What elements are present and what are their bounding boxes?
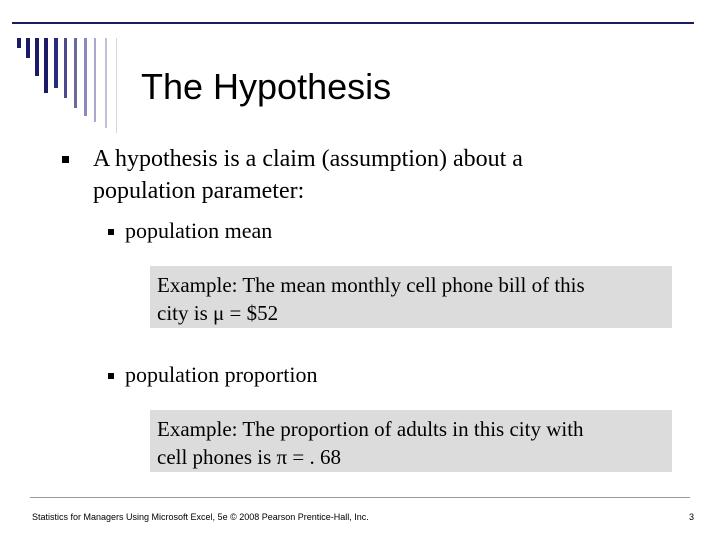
decorative-bar [105, 38, 107, 128]
decorative-bar [94, 38, 96, 122]
footer-rule [30, 497, 690, 498]
bullet-square-icon [108, 229, 114, 235]
decorative-bar [35, 38, 39, 76]
bullet-square-icon [62, 156, 69, 163]
decorative-bar [74, 38, 77, 108]
decorative-bar [116, 38, 117, 133]
decorative-bars [17, 38, 127, 133]
main-bullet-line-2: population parameter: [93, 178, 305, 204]
bullet-square-icon [108, 373, 114, 379]
example-proportion-line-2: cell phones is π = . 68 [157, 445, 342, 469]
decorative-bar [84, 38, 87, 116]
decorative-bar [54, 38, 58, 88]
example-mean-line-2: city is μ = $52 [157, 301, 279, 325]
main-bullet-line-1: A hypothesis is a claim (assumption) about a [93, 146, 523, 172]
decorative-bar [26, 38, 30, 58]
example-mean-line-1: Example: The mean monthly cell phone bill of this [157, 273, 585, 297]
example-box-proportion [150, 410, 672, 472]
title-top-rule [12, 22, 694, 24]
footer-source: Statistics for Managers Using Microsoft Excel, 5e © 2008 Pearson Prentice-Hall, Inc. [32, 512, 369, 522]
decorative-bar [64, 38, 67, 98]
decorative-bar [44, 38, 48, 93]
sub-bullet-population-proportion: population proportion [125, 362, 318, 387]
sub-bullet-population-mean: population mean [125, 218, 273, 243]
example-proportion-line-1: Example: The proportion of adults in this city with [157, 417, 584, 441]
decorative-bar [17, 38, 21, 48]
page-number: 3 [689, 512, 695, 522]
example-box-mean [150, 266, 672, 328]
slide-title: The Hypothesis [141, 66, 392, 107]
